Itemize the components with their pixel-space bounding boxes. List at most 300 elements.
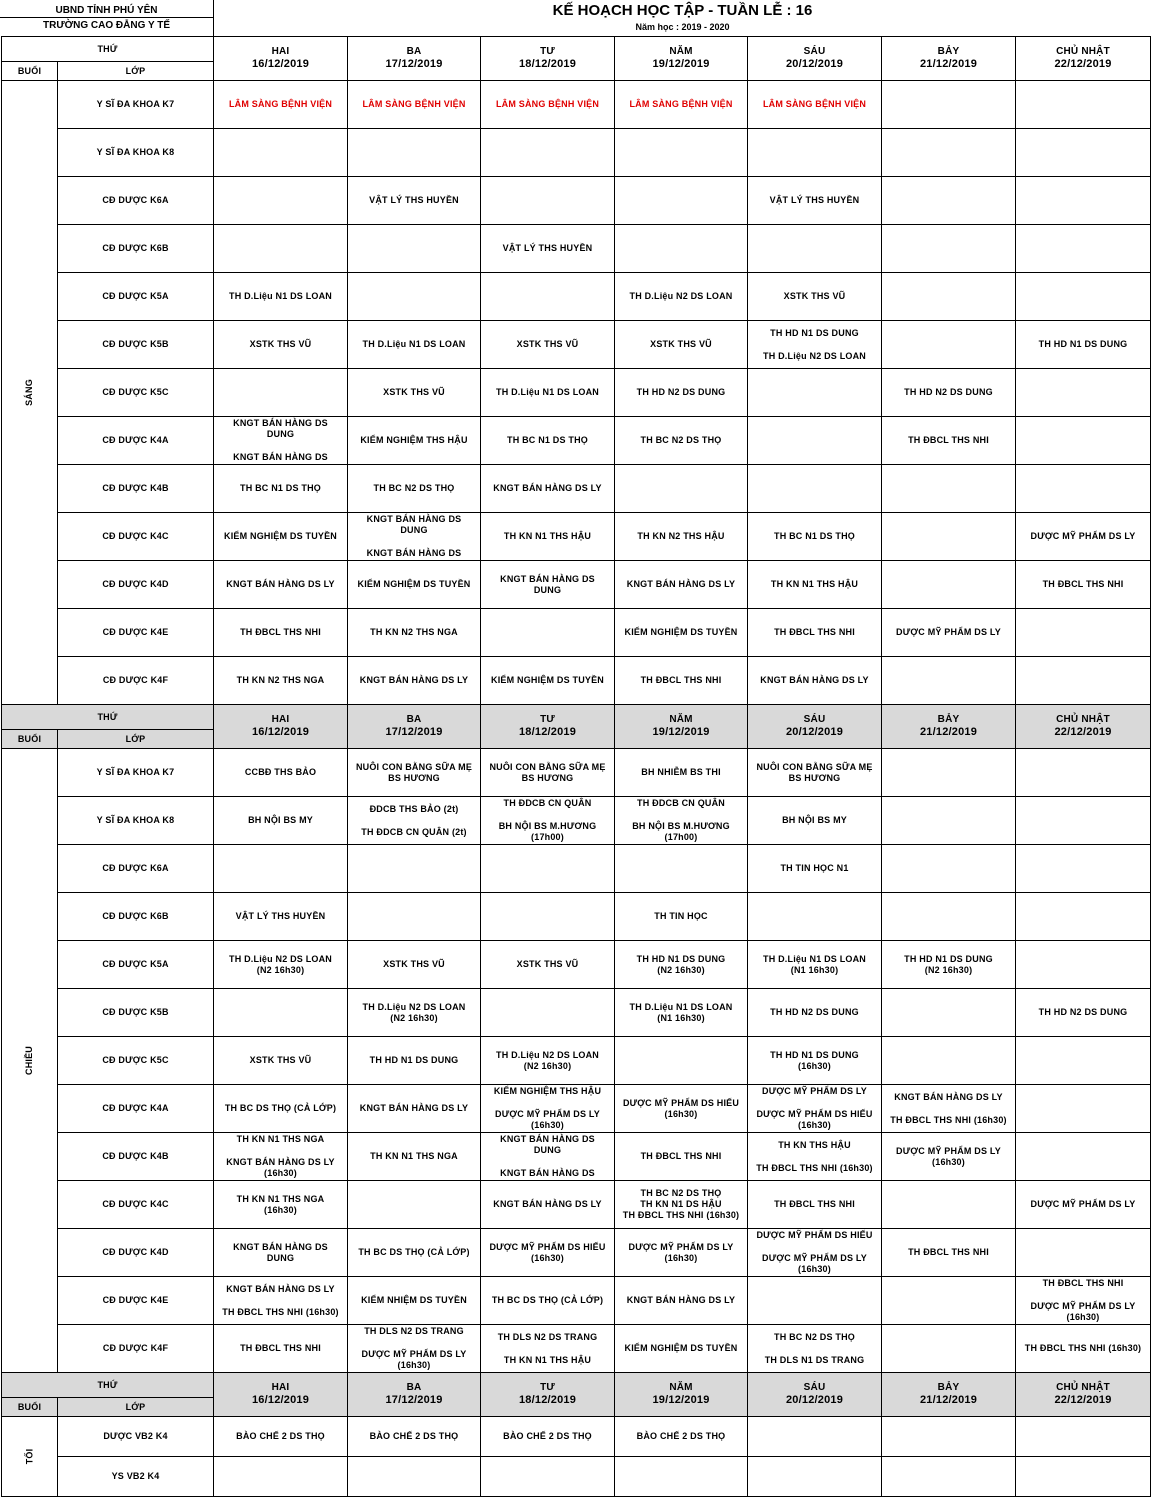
day-name: HAI — [271, 714, 290, 725]
cell-line: DƯỢC MỸ PHẨM DS LY — [762, 1086, 867, 1096]
schedule-cell — [214, 1037, 348, 1085]
cell-line: TH DLS N1 DS TRANG — [764, 1354, 865, 1365]
schedule-cell — [214, 225, 348, 273]
schedule-cell — [748, 1085, 882, 1133]
day-date: 17/12/2019 — [385, 58, 443, 70]
cell-line: TH ĐBCL THS NHI — [774, 1199, 855, 1209]
day-date: 19/12/2019 — [652, 58, 710, 70]
cell-line: TH DLS N2 DS TRANG — [497, 1331, 598, 1342]
day-name: BA — [406, 46, 422, 57]
cell-line: TH ĐDCB CN QUÂN — [637, 798, 726, 808]
table-row — [2, 941, 1151, 989]
cell-line: DƯỢC MỸ PHẨM DS LY — [1030, 1199, 1136, 1209]
schedule-cell — [615, 177, 748, 225]
schedule-cell — [882, 369, 1016, 417]
schedule-cell — [615, 989, 748, 1037]
org-line-1: UBND TỈNH PHÚ YÊN — [55, 5, 158, 16]
day-header — [214, 37, 348, 81]
cell-line: TH ĐBCL THS NHI — [1042, 1278, 1124, 1288]
schedule-cell — [1016, 177, 1151, 225]
schedule-cell — [882, 273, 1016, 321]
cell-line: DƯỢC MỸ PHẨM DS LY — [1030, 1301, 1136, 1311]
day-name: SÁU — [803, 1382, 826, 1393]
line-gap — [350, 1337, 478, 1349]
schedule-table — [1, 36, 1151, 1497]
schedule-cell — [615, 561, 748, 609]
schedule-cell — [615, 1325, 748, 1373]
cell-line: TH D.Liệu N2 DS LOAN — [362, 1001, 466, 1012]
schedule-cell — [882, 1085, 1016, 1133]
session-label — [2, 749, 58, 1373]
schedule-cell — [748, 465, 882, 513]
day-header — [615, 1373, 748, 1417]
schedule-cell — [348, 1417, 481, 1457]
line-gap — [1018, 1289, 1148, 1301]
schedule-cell — [214, 1277, 348, 1325]
schedule-cell — [214, 1085, 348, 1133]
schedule-cell — [481, 657, 615, 705]
schedule-cell — [615, 1085, 748, 1133]
schedule-cell — [882, 1133, 1016, 1181]
schedule-cell — [214, 1457, 348, 1497]
schedule-cell — [348, 1277, 481, 1325]
class-name: Y SĨ ĐA KHOA K7 — [58, 81, 214, 129]
table-row — [2, 749, 1151, 797]
class-name: CĐ DƯỢC K6B — [58, 225, 214, 273]
line-gap — [750, 1151, 879, 1163]
cell-line: KNGT BÁN HÀNG DS LY — [226, 579, 335, 589]
schedule-cell — [748, 893, 882, 941]
day-name: CHỦ NHẬT — [1056, 1382, 1110, 1393]
cell-line: NUÔI CON BẰNG SỮA MẸ — [355, 761, 473, 772]
schedule-cell — [882, 1229, 1016, 1277]
schedule-cell — [1016, 1457, 1151, 1497]
schedule-cell — [1016, 513, 1151, 561]
cell-line: KIỂM NGHIỆM THS HẬU — [493, 1086, 602, 1096]
table-row — [2, 1085, 1151, 1133]
line-gap — [750, 339, 879, 351]
schedule-cell — [615, 1277, 748, 1325]
line-gap — [750, 1241, 879, 1253]
schedule-cell — [748, 129, 882, 177]
cell-line: (16h30) — [932, 1156, 965, 1167]
schedule-cell — [1016, 657, 1151, 705]
cell-line: TH ĐBCL THS NHI (16h30) — [890, 1114, 1007, 1125]
schedule-cell — [481, 941, 615, 989]
class-name: CĐ DƯỢC K4D — [58, 561, 214, 609]
class-name: CĐ DƯỢC K5C — [58, 1037, 214, 1085]
schedule-cell — [882, 1417, 1016, 1457]
schedule-cell — [214, 1325, 348, 1373]
cell-line: TH HD N2 DS DUNG — [770, 1007, 859, 1017]
cell-line: KNGT BÁN HÀNG DS — [366, 514, 462, 524]
schedule-cell — [214, 321, 348, 369]
cell-line: DUNG — [266, 429, 295, 439]
schedule-cell — [1016, 465, 1151, 513]
schedule-cell — [348, 81, 481, 129]
schedule-cell — [214, 513, 348, 561]
cell-line: KNGT BÁN HÀNG DS LY — [226, 1283, 335, 1294]
cell-line: TH ĐDCB CN QUÂN — [503, 798, 592, 808]
schedule-cell — [348, 417, 481, 465]
cell-line: TH D.Liệu N2 DS LOAN — [629, 291, 733, 301]
cell-line: DUNG — [266, 1252, 295, 1263]
cell-line: (16h30) — [664, 1108, 698, 1119]
schedule-cell — [748, 1181, 882, 1229]
schedule-cell — [882, 513, 1016, 561]
schedule-cell — [615, 1037, 748, 1085]
schedule-cell — [481, 1325, 615, 1373]
schedule-cell — [214, 129, 348, 177]
class-name: CĐ DƯỢC K5C — [58, 369, 214, 417]
day-name: BẢY — [937, 46, 960, 57]
table-row — [2, 893, 1151, 941]
day-name: SÁU — [803, 714, 826, 725]
lop-label: LỚP — [58, 62, 214, 81]
cell-line: TH HD N2 DS DUNG — [636, 387, 726, 397]
schedule-cell — [348, 845, 481, 893]
cell-line: LÂM SÀNG BỆNH VIỆN — [495, 99, 600, 109]
schedule-cell — [615, 225, 748, 273]
day-header — [1016, 37, 1151, 81]
cell-line: TH BC DS THỌ (CẢ LỚP) — [491, 1295, 604, 1305]
schedule-cell — [214, 941, 348, 989]
schedule-cell — [748, 1325, 882, 1373]
day-date: 22/12/2019 — [1054, 726, 1112, 738]
table-row — [2, 1277, 1151, 1325]
schedule-cell — [748, 417, 882, 465]
day-name: SÁU — [803, 46, 826, 57]
day-header — [1016, 1373, 1151, 1417]
day-name: TƯ — [540, 1382, 555, 1393]
cell-line: (16h30) — [798, 1264, 831, 1274]
schedule-cell — [748, 1417, 882, 1457]
table-row — [2, 989, 1151, 1037]
line-gap — [216, 1145, 345, 1157]
day-name: BẢY — [937, 1382, 960, 1393]
day-header — [748, 37, 882, 81]
day-name: CHỦ NHẬT — [1056, 714, 1110, 725]
schedule-cell — [214, 989, 348, 1037]
day-header — [882, 37, 1016, 81]
cell-line: TH KN N1 THS NGA — [370, 1151, 458, 1161]
cell-line: TH HD N1 DS DUNG — [1038, 339, 1128, 349]
day-name: BA — [406, 714, 422, 725]
day-date: 19/12/2019 — [652, 1394, 710, 1406]
schedule-cell — [481, 797, 615, 845]
cell-line: (16h30) — [264, 1168, 297, 1178]
cell-line: LÂM SÀNG BỆNH VIỆN — [362, 99, 466, 109]
schedule-cell — [748, 273, 882, 321]
schedule-cell — [348, 797, 481, 845]
schedule-cell — [615, 609, 748, 657]
cell-line: TH KN N1 THS NGA — [236, 1134, 325, 1144]
schedule-cell — [1016, 1181, 1151, 1229]
schedule-cell — [1016, 893, 1151, 941]
day-name: HAI — [271, 1382, 290, 1393]
line-gap — [483, 809, 612, 821]
day-header — [348, 1373, 481, 1417]
cell-line: DƯỢC MỸ PHẨM DS LY — [896, 627, 1001, 637]
schedule-cell — [481, 1037, 615, 1085]
schedule-cell — [1016, 1277, 1151, 1325]
schedule-cell — [748, 657, 882, 705]
schedule-cell — [882, 609, 1016, 657]
schedule-cell — [882, 225, 1016, 273]
schedule-cell — [748, 369, 882, 417]
schedule-cell — [882, 989, 1016, 1037]
schedule-cell — [748, 1133, 882, 1181]
cell-line: BH NỘI BS M.HƯƠNG — [632, 821, 730, 831]
cell-line: TH KN N1 THS HẬU — [503, 531, 592, 541]
schedule-cell — [348, 1181, 481, 1229]
schedule-cell — [481, 321, 615, 369]
cell-line: KIỂM NGHIỆM DS TUYỀN — [224, 531, 338, 541]
line-gap — [884, 1103, 1013, 1115]
cell-line: TH KN N2 THS HẬU — [637, 531, 725, 541]
day-date: 16/12/2019 — [251, 1394, 310, 1406]
cell-line: (16h30) — [1066, 1312, 1100, 1322]
schedule-cell — [348, 1037, 481, 1085]
cell-line: KNGT BÁN HÀNG DS — [366, 548, 462, 558]
cell-line: (17h00) — [664, 832, 698, 842]
day-name: NĂM — [669, 714, 693, 725]
class-name: CĐ DƯỢC K4C — [58, 513, 214, 561]
day-date: 21/12/2019 — [919, 1394, 978, 1406]
table-row — [2, 129, 1151, 177]
cell-line: XSTK THS VŨ — [516, 959, 579, 969]
schedule-cell — [481, 513, 615, 561]
schedule-cell — [1016, 1037, 1151, 1085]
schedule-cell — [748, 1457, 882, 1497]
schedule-cell — [348, 609, 481, 657]
schedule-cell — [882, 893, 1016, 941]
schedule-cell — [882, 1325, 1016, 1373]
day-date: 22/12/2019 — [1054, 58, 1112, 70]
cell-line: BH NỘI BS MY — [782, 815, 847, 825]
cell-line: (N2 16h30) — [657, 964, 705, 975]
schedule-cell — [882, 1277, 1016, 1325]
day-header — [214, 1373, 348, 1417]
day-name: BẢY — [937, 714, 960, 725]
table-row — [2, 609, 1151, 657]
cell-line: DƯỢC MỸ PHẨM DS LY — [762, 1253, 867, 1263]
cell-line: KNGT BÁN HÀNG DS LY — [359, 675, 469, 685]
schedule-cell — [348, 177, 481, 225]
schedule-cell — [348, 989, 481, 1037]
cell-line: CCBĐ THS BẢO — [244, 767, 317, 777]
schedule-cell — [882, 845, 1016, 893]
day-name: TƯ — [540, 46, 555, 57]
cell-line: NUÔI CON BẰNG SỮA MẸ — [489, 761, 606, 772]
cell-line: TH TIN HỌC — [654, 911, 708, 921]
schedule-cell — [615, 417, 748, 465]
cell-line: DƯỢC MỸ PHẨM DS HIẾU — [756, 1230, 873, 1240]
schedule-cell — [348, 941, 481, 989]
day-date: 20/12/2019 — [785, 58, 844, 70]
cell-line: VẬT LÝ THS HUYỀN — [769, 195, 860, 205]
class-name: CĐ DƯỢC K6A — [58, 177, 214, 225]
session-label — [2, 1417, 58, 1497]
cell-line: (N1 16h30) — [790, 964, 839, 975]
schedule-cell — [1016, 941, 1151, 989]
schedule-cell — [481, 81, 615, 129]
class-name: CĐ DƯỢC K5B — [58, 321, 214, 369]
line-gap — [750, 1097, 879, 1109]
cell-line: (N2 16h30) — [924, 964, 973, 975]
cell-line: TH D.Liệu N1 DS LOAN — [229, 291, 333, 301]
table-row — [2, 797, 1151, 845]
cell-line: DƯỢC MỸ PHẨM DS HIẾU — [622, 1097, 740, 1108]
schedule-cell — [348, 657, 481, 705]
schedule-cell — [882, 749, 1016, 797]
day-date: 18/12/2019 — [518, 1394, 577, 1406]
schedule-cell — [615, 845, 748, 893]
cell-line: XSTK THS VŨ — [249, 339, 312, 349]
cell-line: KNGT BÁN HÀNG DS LY — [626, 1295, 736, 1305]
table-row — [2, 225, 1151, 273]
schedule-cell — [348, 1229, 481, 1277]
day-name: TƯ — [540, 714, 555, 725]
schedule-cell — [615, 513, 748, 561]
schedule-cell — [615, 797, 748, 845]
schedule-cell — [882, 177, 1016, 225]
schedule-cell — [214, 465, 348, 513]
cell-line: BH NỘI BS M.HƯƠNG — [498, 821, 597, 831]
schedule-cell — [348, 273, 481, 321]
schedule-cell — [481, 1417, 615, 1457]
thu-label: THỨ — [2, 1373, 214, 1398]
schedule-cell — [214, 1229, 348, 1277]
cell-line: (N2 16h30) — [256, 964, 305, 975]
schedule-cell — [615, 893, 748, 941]
schedule-cell — [348, 513, 481, 561]
cell-line: TH D.Liệu N1 DS LOAN — [629, 1001, 733, 1012]
schedule-cell — [1016, 989, 1151, 1037]
cell-line: KNGT BÁN HÀNG DS LY — [226, 1157, 335, 1167]
schedule-cell — [214, 81, 348, 129]
lop-label: LỚP — [58, 730, 214, 749]
cell-line: LÂM SÀNG BỆNH VIỆN — [228, 99, 333, 109]
table-row — [2, 657, 1151, 705]
thu-label: THỨ — [2, 705, 214, 730]
cell-line: TH ĐBCL THS NHI — [908, 1247, 989, 1257]
schedule-cell — [481, 465, 615, 513]
class-name: DƯỢC VB2 K4 — [58, 1417, 214, 1457]
table-row — [2, 1325, 1151, 1373]
organization-block — [0, 0, 213, 36]
schedule-cell — [214, 177, 348, 225]
class-name: Y SĨ ĐA KHOA K8 — [58, 797, 214, 845]
schedule-cell — [481, 417, 615, 465]
cell-line: TH KN THS HẬU — [778, 1139, 851, 1150]
cell-line: DƯỢC MỸ PHẨM DS HIẾU — [756, 1109, 873, 1119]
schedule-cell — [882, 417, 1016, 465]
schedule-cell — [748, 1277, 882, 1325]
cell-line: KNGT BÁN HÀNG DS LY — [493, 483, 602, 493]
cell-line: (16h30) — [798, 1120, 831, 1130]
cell-line: VẬT LÝ THS HUYỀN — [369, 195, 459, 205]
day-header — [348, 705, 481, 749]
class-name: CĐ DƯỢC K5A — [58, 273, 214, 321]
cell-line: (16h30) — [264, 1204, 297, 1215]
schedule-cell — [214, 845, 348, 893]
day-name: HAI — [271, 46, 290, 57]
schedule-cell — [1016, 749, 1151, 797]
cell-line: DƯỢC MỸ PHẨM DS LY — [628, 1241, 734, 1252]
schedule-cell — [481, 893, 615, 941]
table-row — [2, 465, 1151, 513]
line-gap — [483, 1156, 612, 1168]
schedule-cell — [615, 941, 748, 989]
schedule-cell — [882, 657, 1016, 705]
schedule-cell — [615, 465, 748, 513]
cell-line: BÀO CHẾ 2 DS THỌ — [636, 1431, 726, 1441]
cell-line: TH ĐBCL THS NHI (16h30) — [622, 1210, 740, 1220]
cell-line: (17h00) — [531, 832, 564, 842]
cell-line: KNGT BÁN HÀNG DS LY — [493, 1199, 602, 1209]
day-header-row — [2, 1373, 1151, 1398]
schedule-cell — [615, 129, 748, 177]
table-row — [2, 321, 1151, 369]
lop-label: LỚP — [58, 1398, 214, 1417]
schedule-cell — [748, 513, 882, 561]
schedule-cell — [348, 893, 481, 941]
day-date: 21/12/2019 — [919, 726, 978, 738]
table-row — [2, 513, 1151, 561]
day-date: 18/12/2019 — [518, 726, 577, 738]
cell-line: KIỂM NHIỆM DS TUYỀN — [361, 1295, 467, 1305]
line-gap — [617, 809, 745, 821]
day-header — [1016, 705, 1151, 749]
cell-line: BÀO CHẾ 2 DS THỌ — [369, 1431, 459, 1441]
class-name: CĐ DƯỢC K4B — [58, 1133, 214, 1181]
schedule-cell — [1016, 797, 1151, 845]
session-name: CHIỀU — [23, 1045, 34, 1076]
schedule-cell — [615, 81, 748, 129]
schedule-cell — [481, 989, 615, 1037]
schedule-cell — [882, 1181, 1016, 1229]
schedule-cell — [348, 1085, 481, 1133]
class-name: CĐ DƯỢC K4A — [58, 1085, 214, 1133]
schedule-cell — [348, 465, 481, 513]
cell-line: TH BC N2 DS THỌ — [640, 1188, 722, 1198]
cell-line: (16h30) — [798, 1060, 831, 1071]
cell-line: TH D.Liệu N2 DS LOAN — [763, 350, 867, 361]
schedule-cell — [615, 749, 748, 797]
cell-line: XSTK THS VŨ — [383, 387, 445, 397]
day-name: NĂM — [669, 1382, 693, 1393]
class-name: CĐ DƯỢC K4E — [58, 609, 214, 657]
cell-line: TH KN N1 THS HẬU — [503, 1354, 592, 1365]
cell-line: TH BC N1 DS THỌ — [240, 483, 322, 493]
day-header — [481, 37, 615, 81]
schedule-cell — [214, 273, 348, 321]
table-row — [2, 369, 1151, 417]
day-date: 17/12/2019 — [385, 726, 443, 738]
day-date: 20/12/2019 — [785, 1394, 844, 1406]
line-gap — [750, 1343, 879, 1355]
cell-line: (N2 16h30) — [523, 1060, 572, 1071]
cell-line: TH ĐBCL THS NHI (16h30) — [1024, 1343, 1142, 1353]
schedule-cell — [882, 797, 1016, 845]
class-name: CĐ DƯỢC K4B — [58, 465, 214, 513]
cell-line: TH DLS N2 DS TRANG — [364, 1326, 464, 1336]
class-name: CĐ DƯỢC K4F — [58, 657, 214, 705]
schedule-cell — [748, 321, 882, 369]
cell-line: TH ĐBCL THS NHI — [1042, 579, 1124, 589]
schedule-cell — [1016, 129, 1151, 177]
